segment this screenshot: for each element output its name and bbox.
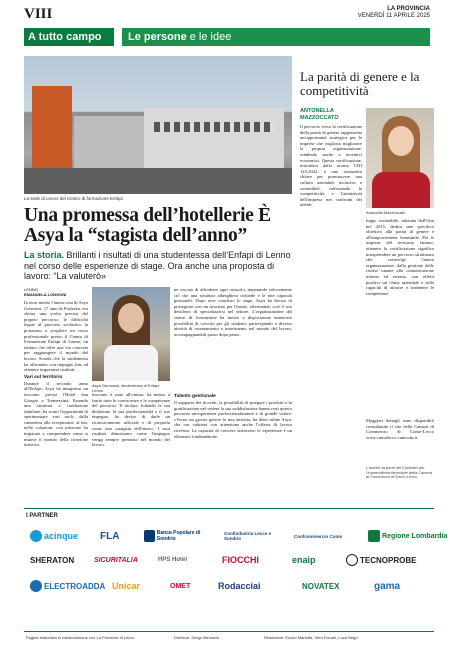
section-bar <box>24 28 430 46</box>
side-author-note: L'autrice fa parte del Comitato per l'imprenditoria femminile della Camera di Commercio di Como-Lecco <box>366 465 433 480</box>
column-3-text: ne cercato di affrontare ogni ostacolo, imparando velocemente ciò che una struttura alberghiera richiede e le mie capacità gestionali. Dopo aver concluso lo stage, Asya ha deciso di proseguire con un tirocinio per l'estate, affermando così il suo desiderio di specializzarsi nel settore. <box>174 287 292 315</box>
standfirst <box>24 250 296 282</box>
partner-logo-label: TECNOPROBE <box>360 555 417 565</box>
partner-logo <box>302 579 339 593</box>
partner-logo <box>292 553 316 567</box>
partner-logo <box>112 579 140 593</box>
main-photo-caption: La sede di Lenno del Centro di formazione Enfapi <box>24 196 123 201</box>
section-label: A tutto campo <box>24 28 114 46</box>
column-1-text: In terra medio l'intera rosa di Asya Genovesi, 17 anni di Porlezza, era chiara una scelta precisa del proprio percorso: le difficoltà legate al percorso scolastico la portarono a scegliere un corso professionale presso il Centro di Formazione Enfapi di Lenno, un istituto che offre una via concreta per raggiungere il mondo del lavoro. Scuola che la studentessa ha affrontato con impegno fino ad ottenere importanti risultati. <box>24 300 88 373</box>
partner-logo-label: SHERATON <box>30 555 75 565</box>
article-column-2: tirocinio è stato all'ottimo: ha messo a frutto tutte le conoscenze e le competenze del percorso. Il titolare, lodando la sua dedizione, la sua professionalità e il suo impegno, ha deciso di darle un riconoscimento ufficiale e di proporla come una «stagista dell'anno». I suoi risultati dimostrano come l'impegno venga sempre premiato nel mondo del lavoro. <box>92 392 170 448</box>
partner-logo <box>374 579 400 593</box>
partner-logo <box>100 529 119 543</box>
photo-face <box>118 303 144 333</box>
subsection-bold: Le persone <box>128 31 187 43</box>
partner-logo-label: NOVATEX <box>302 581 340 591</box>
column-4-text: Il supporto dei docenti, la possibilità di spiegare i prodotti e la gratificazione nel vedere la sua soddisfazione hanno reso questo percorso un'esperienza professionalizzante e di grande valore: «Vorrei un giorno gestire la mia attività» ha detto infine Asya, che ora valuterà con attenzione anche l'offerta di lavoro ricevuta. La capacità di crescere attraverso le esperienze è un elemento fondamentale. <box>174 400 292 439</box>
partner-logo <box>222 553 259 567</box>
subhead-territorio: Vari sul territorio <box>24 374 63 380</box>
partner-logo-label: enaip <box>292 555 316 565</box>
partner-logo-label: Banca Popolare di Sondrio <box>156 530 201 542</box>
asya-photo-caption: Asya Genovesi, studentessa di Enfapi Lenno <box>92 383 160 393</box>
photo-body <box>372 172 430 208</box>
partners-box <box>24 508 448 644</box>
partner-logo-label: FIOCCHI <box>222 555 259 565</box>
enfapi-building-photo <box>24 56 292 194</box>
partner-logo-label: SICURITALIA <box>94 556 138 564</box>
partner-logo <box>30 579 105 593</box>
partner-logo <box>158 553 187 567</box>
footer-director: Direttore: Diego Minonzio <box>174 635 220 640</box>
partner-logo <box>30 553 74 567</box>
partner-logo-label: ELECTROADDA <box>44 581 106 591</box>
acinque-icon <box>30 530 42 542</box>
photo-face <box>388 126 414 156</box>
masthead <box>358 6 430 20</box>
main-headline: Una promessa dell’hotellerie È Asya la “stagista dell’anno” <box>24 205 271 246</box>
subhead-talento: Talento gestionale <box>174 394 216 399</box>
partner-logo <box>346 553 416 567</box>
tecnoprobe-icon <box>346 554 358 566</box>
issue-date: VENERDÌ 11 APRILE 2025 <box>357 13 430 19</box>
photo-main-block <box>144 108 284 168</box>
photo-body <box>104 345 158 381</box>
partner-logo <box>94 553 138 567</box>
photo-wing <box>74 116 146 168</box>
kicker: La storia. <box>24 250 65 260</box>
page-number: VIII <box>24 6 53 22</box>
side-column-3: Maggiori dettagli sono disponibili consultando il sito della Camera di Commercio di Como-Lecco www.comolecco.camcom.it. <box>366 418 434 440</box>
electroadda-icon <box>30 580 42 592</box>
column-3-cont: L'organizzazione del centro di formazione ha messo a disposizione numerose possibilità di crescita per gli studenti, partecipando a diverse attività di orientamento e inserimento nel mondo del lavoro, accompagnandoli passo dopo passo. <box>174 309 292 337</box>
standfirst-text: Brillanti i risultati di una studentessa dell’Enfapi di Lenno nel corso delle esperienze di stage. Ora anche una proposta di lavoro: “La valuterò» <box>24 250 291 281</box>
partner-logo-label: OMET <box>170 582 191 590</box>
partner-logo <box>368 529 447 543</box>
asya-portrait-photo <box>92 287 170 381</box>
partner-logo <box>144 529 214 543</box>
photo-ground <box>24 168 292 194</box>
partner-logo-label: gama <box>374 580 401 592</box>
partner-logo-label: Regione Lombardia <box>382 532 448 540</box>
footer-editorial: Redazione: Enrico Marletta, Vera Fiorani, Luca Negri <box>264 635 358 640</box>
side-column-2: luppo sostenibile, adottata dall'Onu nel 2015, dedica uno specifico obiettivo alla parità di genere e all'empowerment femminile. Per le imprese del territorio lariano, ottenere la certificazione significa intraprendere un percorso strutturato che coinvolge l'intera organizzazione, dalla gestione delle risorse umane alla comunicazione interna ed esterna, con effetti positivi sul clima aziendale e sulla capacità di attrarre e trattenere le competenze. <box>366 218 434 296</box>
byline-author: EMANUELA LONGONI <box>24 292 67 297</box>
article-column-1 <box>24 300 88 448</box>
byline <box>24 287 88 297</box>
article-column-4 <box>174 392 292 439</box>
footer-collab: Pagina realizzata in collaborazione con La Provincia di Lecco <box>26 635 135 640</box>
subsection-label <box>122 28 430 46</box>
partner-logo <box>170 579 190 593</box>
partner-logo-label: Confindustria Lecco e Sondrio <box>224 531 272 541</box>
partner-logo-label: acinque <box>44 531 79 541</box>
regione-icon <box>368 530 380 542</box>
partner-logo-label: Unicar <box>112 581 141 591</box>
partner-logo-label: Rodacciai <box>218 581 261 591</box>
partner-logo <box>218 579 261 593</box>
page-header <box>24 6 430 24</box>
partner-logo <box>30 529 78 543</box>
article-column-3 <box>174 287 292 337</box>
bank-icon <box>144 530 155 542</box>
partner-logo-label: Confcommercio Como <box>294 533 343 539</box>
partner-logo-label: HPS Hotel <box>158 557 188 563</box>
masthead-title: LA PROVINCIA <box>387 6 430 12</box>
partner-logo-label: FLA <box>100 530 120 542</box>
byline-place: LENNO <box>24 287 38 292</box>
partner-logo <box>294 529 360 543</box>
antonella-portrait-photo <box>366 108 434 208</box>
column-1-cont: Durante il secondo anno all'Enfapi, Asya ha intrapreso un tirocinio presso l'Hotel San Giorgio a Tremezzina. Essendo una struttura a conduzione familiare, ha avuto l'opportunità di sperimentare vari ruoli, dalla cameriera alla receptionist, al bar, nelle colazioni: con passione ha imparato a comprendere come si muove il mondo della ricezione turistica. <box>24 380 88 448</box>
subsection-rest: e le idee <box>186 31 232 43</box>
partner-logo <box>224 529 284 543</box>
partners-footer <box>24 631 434 645</box>
side-column-1: Il percorso verso la certificazione della parità di genere rappresenta un'opportunità strategica per le imprese che vogliono migliorare la propria organizzazione, rendendo anche a incentivi economici. Questa certificazione, introdotta dalla norma UNI 125:2022, è uno strumento chiave per promuovere una cultura aziendale inclusiva e sostenibile, rafforzando la competitività e l'attrattività dell'impresa nei confronti dei talenti. <box>300 124 362 208</box>
side-headline: La parità di genere e la competitività <box>300 69 420 98</box>
side-author: ANTONELLA MAZZOCCATO <box>300 108 339 121</box>
antonella-photo-caption: Antonella Mazzoccato <box>366 210 406 215</box>
partners-title: I PARTNER <box>26 513 58 519</box>
